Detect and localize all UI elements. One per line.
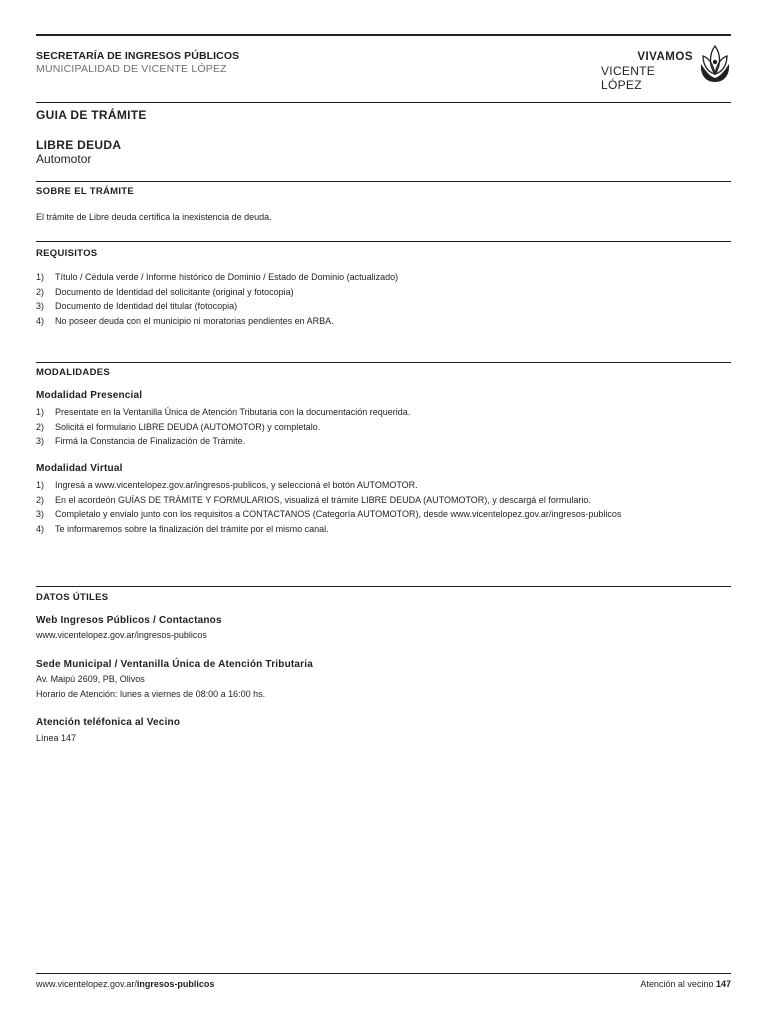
requirements-heading: REQUISITOS bbox=[36, 248, 98, 259]
virtual-title: Modalidad Virtual bbox=[36, 463, 123, 474]
presencial-list bbox=[36, 405, 410, 449]
list-item: 2) Solicitá el formulario LIBRE DEUDA (AUTOMOTOR) y completalo. bbox=[36, 421, 321, 432]
list-item: 4) No poseer deuda con el municipio ni moratorias pendientes en ARBA. bbox=[36, 316, 334, 327]
list-item: 1) Presentate en la Ventanilla Única de Atención Tributaria con la documentación requerida. bbox=[36, 407, 411, 417]
footer-rule bbox=[36, 973, 731, 974]
phone-value: Línea 147 bbox=[36, 733, 77, 743]
list-item: 1) Título / Cédula verde / Informe histórico de Dominio / Estado de Dominio (actualizado) bbox=[36, 272, 399, 282]
lotus-emblem-icon bbox=[699, 44, 731, 84]
about-heading: SOBRE EL TRÁMITE bbox=[36, 186, 135, 197]
requirements-divider bbox=[36, 241, 731, 242]
procedure-title: LIBRE DEUDA bbox=[36, 138, 122, 152]
list-item: 2) Documento de Identidad del solicitante (original y fotocopia) bbox=[36, 286, 294, 297]
phone-title: Atención teléfonica al Vecino bbox=[36, 717, 181, 728]
list-item: 4) Te informaremos sobre la finalización del trámite por el mismo canal. bbox=[36, 524, 329, 535]
web-title: Web Ingresos Públicos / Contactanos bbox=[36, 615, 222, 626]
org-subtitle: MUNICIPALIDAD DE VICENTE LÓPEZ bbox=[36, 63, 227, 75]
top-rule bbox=[36, 34, 731, 36]
logo-text-line1: VIVAMOS bbox=[637, 51, 693, 63]
modalities-heading: MODALIDADES bbox=[36, 367, 111, 378]
footer-url: www.vicentelopez.gov.ar/ingresos-publicos bbox=[36, 979, 215, 989]
about-divider bbox=[36, 181, 731, 182]
vivamos-logo bbox=[601, 44, 731, 92]
office-hours: Horario de Atención: lunes a viernes de 08:00 a 16:00 hs. bbox=[36, 689, 266, 699]
presencial-title: Modalidad Presencial bbox=[36, 390, 143, 401]
page-number: 147 bbox=[715, 979, 731, 989]
modalities-divider bbox=[36, 362, 731, 363]
web-url: www.vicentelopez.gov.ar/ingresos-publicos bbox=[36, 630, 207, 640]
list-item: 3) Completalo y envialo junto con los requisitos a CONTACTANOS (Categoría AUTOMOTOR), desde www.vicentelopez.gov.ar/ingresos-publicos bbox=[36, 509, 622, 520]
about-text: El trámite de Libre deuda certifica la inexistencia de deuda. bbox=[36, 212, 272, 222]
list-item: 2) En el acordeón GUÍAS DE TRÁMITE Y FORMULARIOS, visualizá el trámite LIBRE DEUDA (AUTOMOTOR), y descargá el formulario. bbox=[36, 494, 591, 505]
org-title: SECRETARÍA DE INGRESOS PÚBLICOS bbox=[36, 50, 240, 62]
header-divider bbox=[36, 102, 731, 103]
useful-divider bbox=[36, 586, 731, 587]
list-item: 1) Ingresá a www.vicentelopez.gov.ar/ingresos-publicos, y seleccioná el botón AUTOMOTOR. bbox=[36, 480, 418, 490]
procedure-subtitle: Automotor bbox=[36, 152, 92, 166]
office-address: Av. Maipú 2609, PB, Olivos bbox=[36, 674, 145, 684]
office-title: Sede Municipal / Ventanilla Única de Atención Tributaria bbox=[36, 659, 314, 670]
guide-label: GUIA DE TRÁMITE bbox=[36, 108, 147, 122]
useful-heading: DATOS ÚTILES bbox=[36, 592, 109, 603]
footer-page-label: Atención al vecino 147 bbox=[640, 979, 731, 989]
logo-text-line2: VICENTE LÓPEZ bbox=[601, 64, 656, 92]
requirements-list bbox=[36, 270, 398, 329]
list-item: 3) Documento de Identidad del titular (fotocopia) bbox=[36, 301, 238, 312]
virtual-list bbox=[36, 478, 621, 537]
list-item: 3) Firmá la Constancia de Finalización de Trámite. bbox=[36, 436, 246, 447]
